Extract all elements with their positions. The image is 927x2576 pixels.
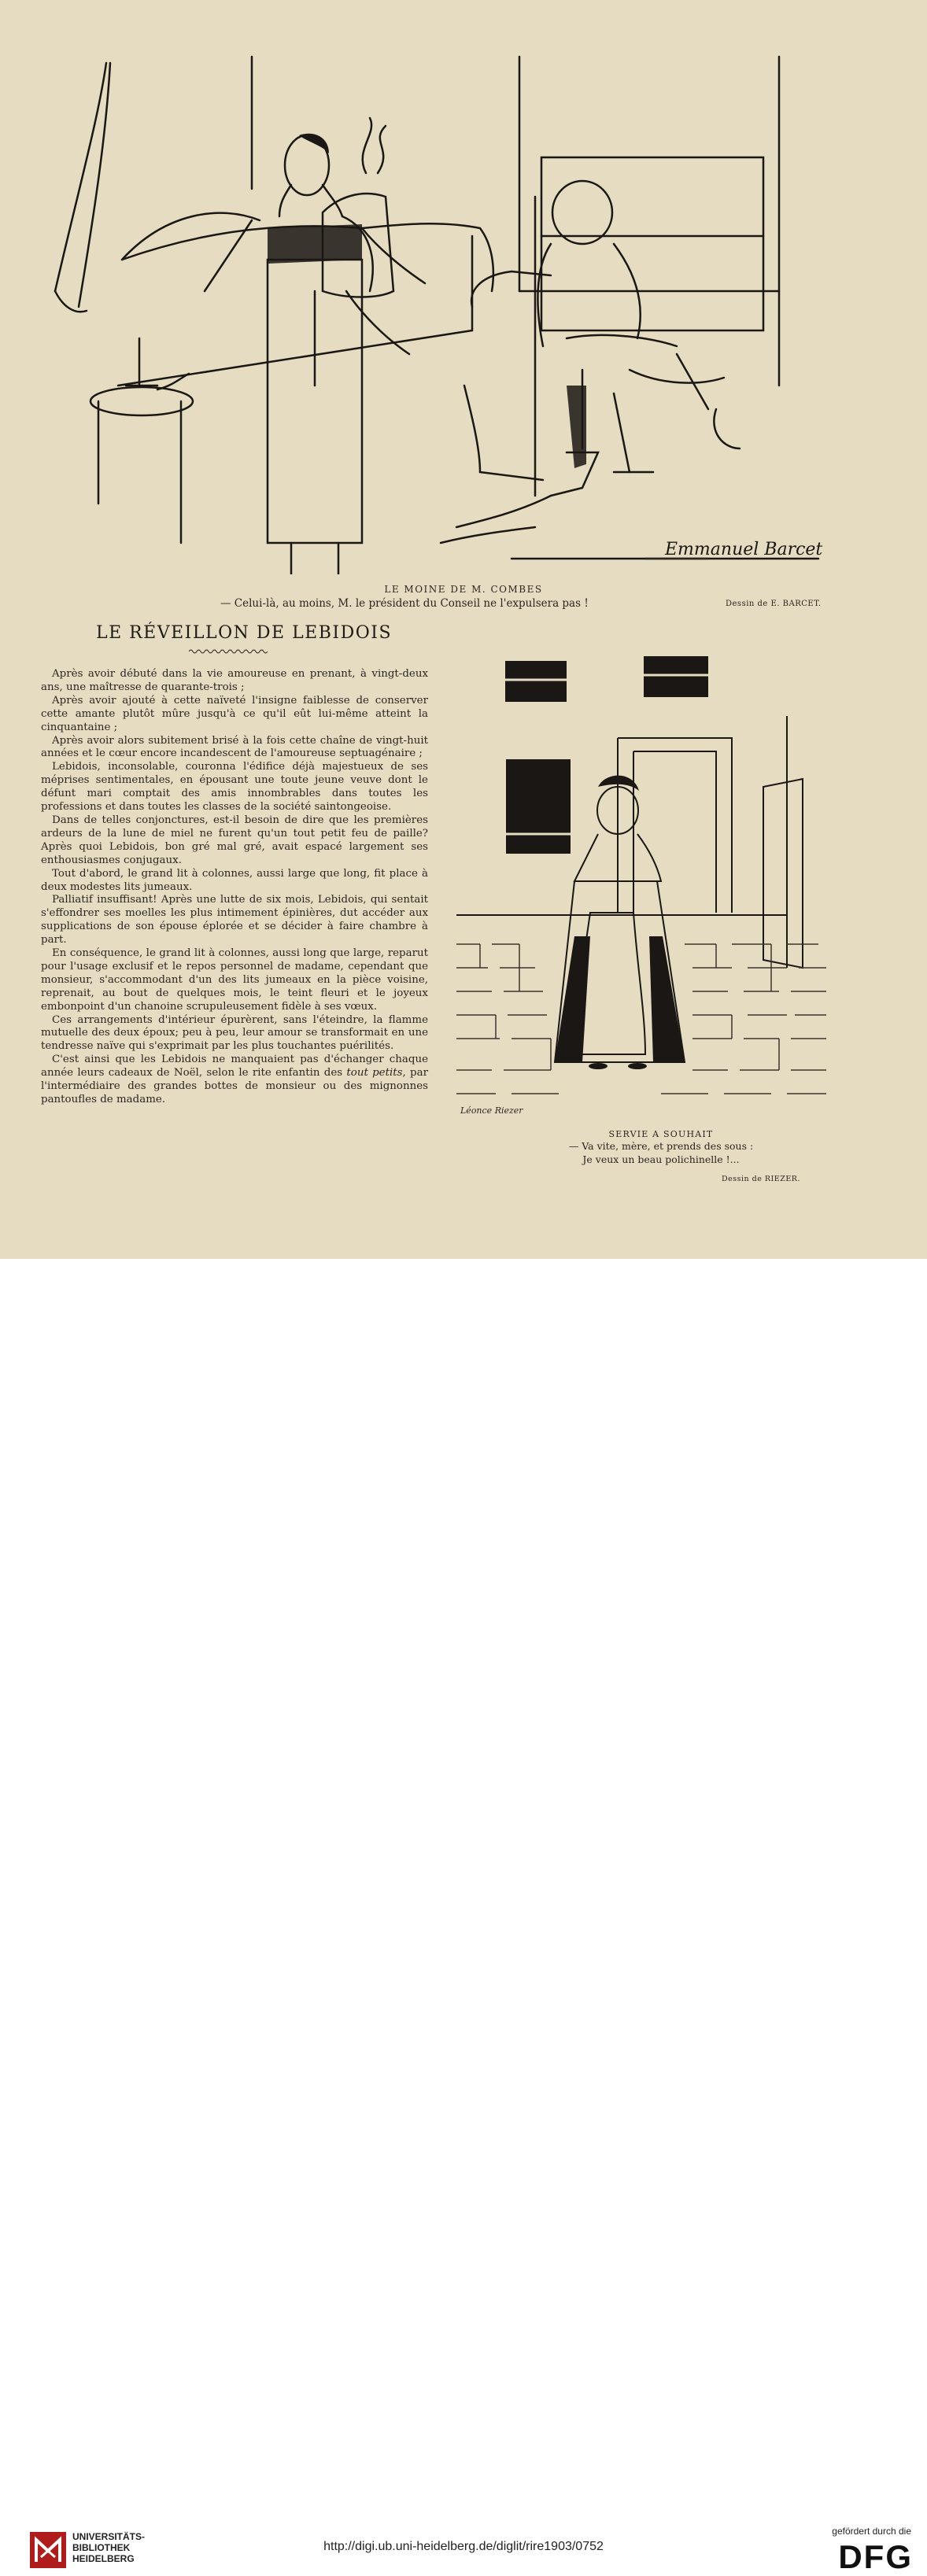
caption-servie-line2: Je veux un beau polichinelle !... [582,1153,740,1165]
paragraph: En conséquence, le grand lit à colonnes, aussi long que large, reparut pour l'usage exclusif et le repos personnel de madame, cependant que monsieur, s'accommodant d'un des lits jumeaux en la pièce voisine, reprenait, au bout de quelques mois, le teint fleuri et le joyeux embonpoint d'un chanoine scrupuleusement fidèle à ses vœux. [41,947,428,1013]
paragraph: Tout d'abord, le grand lit à colonnes, aussi large que long, fit place à deux modestes lits jumeaux. [41,867,428,893]
footer-bar [0,1259,927,2575]
paragraph: Lebidois, inconsolable, couronna l'édifice déjà majestueux de ses méprises sentimentales, en épousant une toute jeune veuve dont le défunt mari comptait des amis innombrables dans toutes les professions et dans toutes les classes de la société saintongeoise. [41,761,428,814]
credit-riezer: Dessin de RIEZER. [722,1175,800,1183]
signature-riezer: Léonce Riezer [460,1105,523,1116]
title-ornament [189,648,268,655]
institution-name: UNIVERSITÄTS- BIBLIOTHEK HEIDELBERG [72,2531,146,2564]
caption-servie [531,1129,791,1166]
source-url[interactable]: http://digi.ub.uni-heidelberg.de/diglit/rire1903/0752 [323,2540,604,2553]
funding-text: gefördert durch die [832,2526,911,2537]
article-body [41,668,428,1107]
paragraph: Dans de telles conjonctures, est-il besoin de dire que les premières ardeurs de la lune de miel ne furent qu'un tout petit feu de paille? Après quoi Lebidois, bon gré mal gré, avait espacé largement ses enthousiasmes conjugaux. [41,814,428,866]
paragraph: Après avoir ajouté à cette naïveté l'insigne faiblesse de conserver cette amante plutôt mûre jusqu'à ce qu'il eût lui-même atteint la cinquantaine ; [41,694,428,733]
article-title: LE RÉVEILLON DE LEBIDOIS [95,623,393,643]
illustration-servie [456,653,826,1125]
credit-barcet: Dessin de E. BARCET. [726,600,822,608]
signature-barcet: Emmanuel Barcet [665,540,823,559]
caption-servie-title: SERVIE A SOUHAIT [608,1129,714,1139]
paragraph: Après avoir alors subitement brisé à la fois cette chaîne de vingt-huit années et le cœur encore incandescent de l'amoureuse septuagénaire ; [41,734,428,760]
illustration-moine [31,55,826,574]
caption-moine-line: — Celui-là, au moins, M. le président du Conseil ne l'expulsera pas ! [220,597,589,610]
paragraph-last: C'est ainsi que les Lebidois ne manquaient pas d'échanger chaque année leurs cadeaux de Noël, selon le rite enfantin des tout petits, par l'intermédiaire des grandes bottes de monsieur ou des mignonnes pantoufles de madame. [41,1054,428,1105]
dfg-logo: DFG [838,2538,913,2575]
paragraph: Ces arrangements d'intérieur épurèrent, sans l'éteindre, la flamme mutuelle des deux époux; peu à peu, leur amour se transformait en une tendresse naïve qui s'exprimait par les plus touchantes puérilités. [41,1013,428,1053]
caption-moine-title: LE MOINE DE M. COMBES [384,584,543,595]
paragraph: Après avoir débuté dans la vie amoureuse en prenant, à vingt-deux ans, une maîtresse de quarante-trois ; [41,668,428,693]
paragraph: Palliatif insuffisant! Après une lutte de six mois, Lebidois, qui sentait s'effondrer ses moelles les plus intimement épinières, dut accéder aux supplications de son épouse éplorée et se décider à faire chambre à part. [41,894,428,947]
caption-servie-line1: — Va vite, mère, et prends des sous : [568,1140,754,1152]
newspaper-page [0,0,927,1259]
